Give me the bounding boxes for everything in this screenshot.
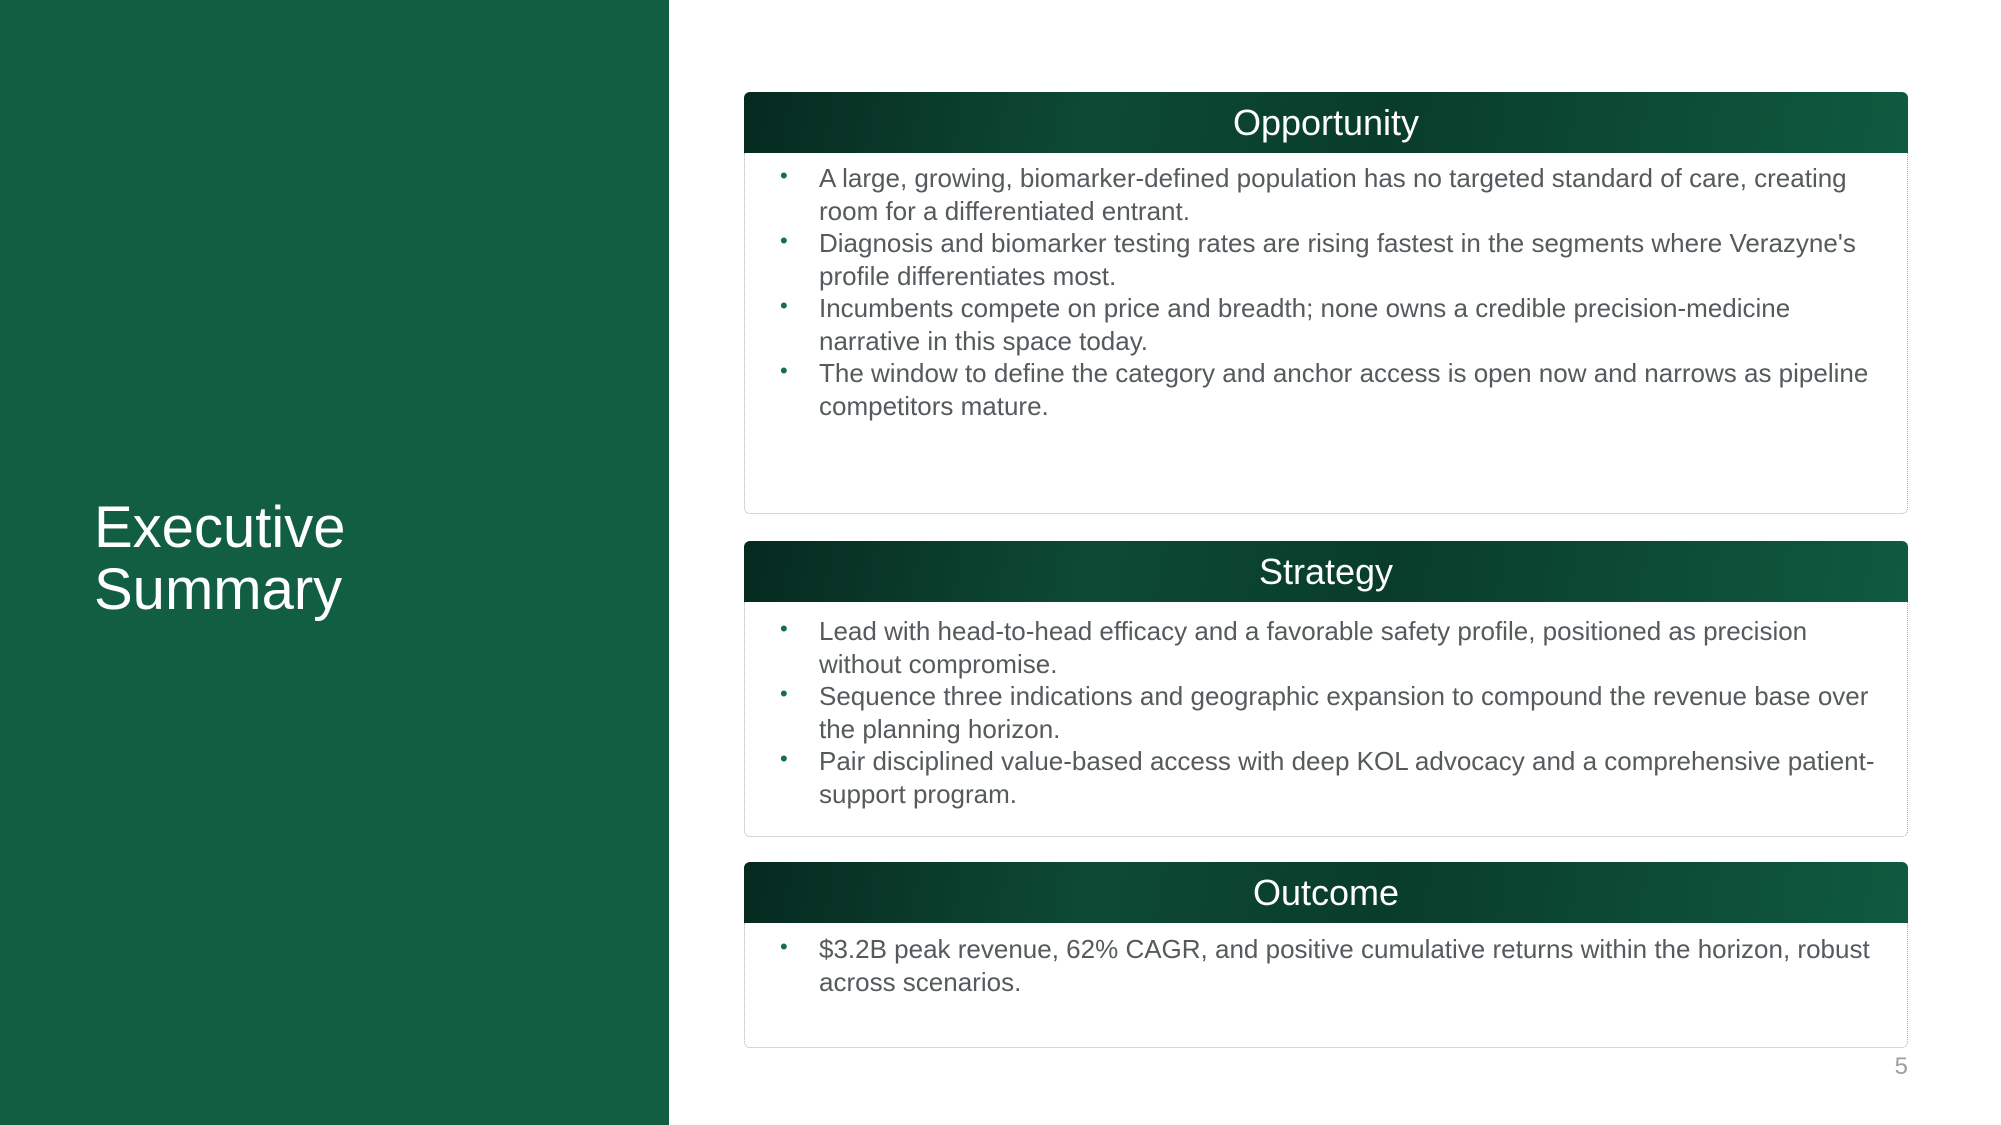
- strategy-body: [744, 602, 1908, 837]
- list-item: [745, 745, 1907, 810]
- list-item: [745, 292, 1907, 357]
- bullet-icon: •: [780, 616, 788, 641]
- bullet-text: Sequence three indications and geographic expansion to compound the revenue base over the planning horizon.: [819, 681, 1869, 744]
- bullet-text: A large, growing, biomarker-defined population has no targeted standard of care, creating room for a differentiated entrant.: [819, 163, 1847, 226]
- title-panel: [0, 0, 669, 1125]
- outcome-card: [744, 862, 1908, 1048]
- bullet-icon: •: [780, 934, 788, 959]
- bullet-icon: •: [780, 746, 788, 771]
- slide-title-line-1: Executive: [94, 495, 346, 560]
- opportunity-card: [744, 92, 1908, 514]
- strategy-card: [744, 541, 1908, 837]
- bullet-text: Lead with head-to-head efficacy and a favorable safety profile, positioned as precision without compromise.: [819, 616, 1808, 679]
- bullet-text: Pair disciplined value-based access with deep KOL advocacy and a comprehensive patient-support program.: [819, 746, 1875, 809]
- bullet-icon: •: [780, 358, 788, 383]
- list-item: [745, 357, 1907, 422]
- bullet-text: $3.2B peak revenue, 62% CAGR, and positive cumulative returns within the horizon, robust across scenarios.: [819, 934, 1870, 997]
- slide-title-line-2: Summary: [94, 557, 343, 622]
- outcome-body: [744, 923, 1908, 1048]
- list-item: [745, 680, 1907, 745]
- list-item: [745, 615, 1907, 680]
- list-item: [745, 227, 1907, 292]
- bullet-icon: •: [780, 681, 788, 706]
- bullet-text: Incumbents compete on price and breadth; none owns a credible precision-medicine narrative in this space today.: [819, 293, 1791, 356]
- bullet-text: The window to define the category and anchor access is open now and narrows as pipeline competitors mature.: [819, 358, 1869, 421]
- bullet-text: Diagnosis and biomarker testing rates are rising fastest in the segments where Verazyne's profile differentiates most.: [819, 228, 1856, 291]
- bullet-icon: •: [780, 163, 788, 188]
- outcome-header: Outcome: [744, 862, 1908, 923]
- strategy-bullet-list: [745, 615, 1907, 810]
- strategy-header: Strategy: [744, 541, 1908, 602]
- opportunity-header: Opportunity: [744, 92, 1908, 153]
- list-item: [745, 162, 1907, 227]
- opportunity-bullet-list: [745, 162, 1907, 422]
- page-number: 5: [1894, 1053, 1908, 1080]
- bullet-icon: •: [780, 293, 788, 318]
- list-item: [745, 933, 1907, 998]
- opportunity-body: [744, 153, 1908, 514]
- bullet-icon: •: [780, 228, 788, 253]
- outcome-bullet-list: [745, 933, 1907, 998]
- slide-title: [94, 497, 614, 621]
